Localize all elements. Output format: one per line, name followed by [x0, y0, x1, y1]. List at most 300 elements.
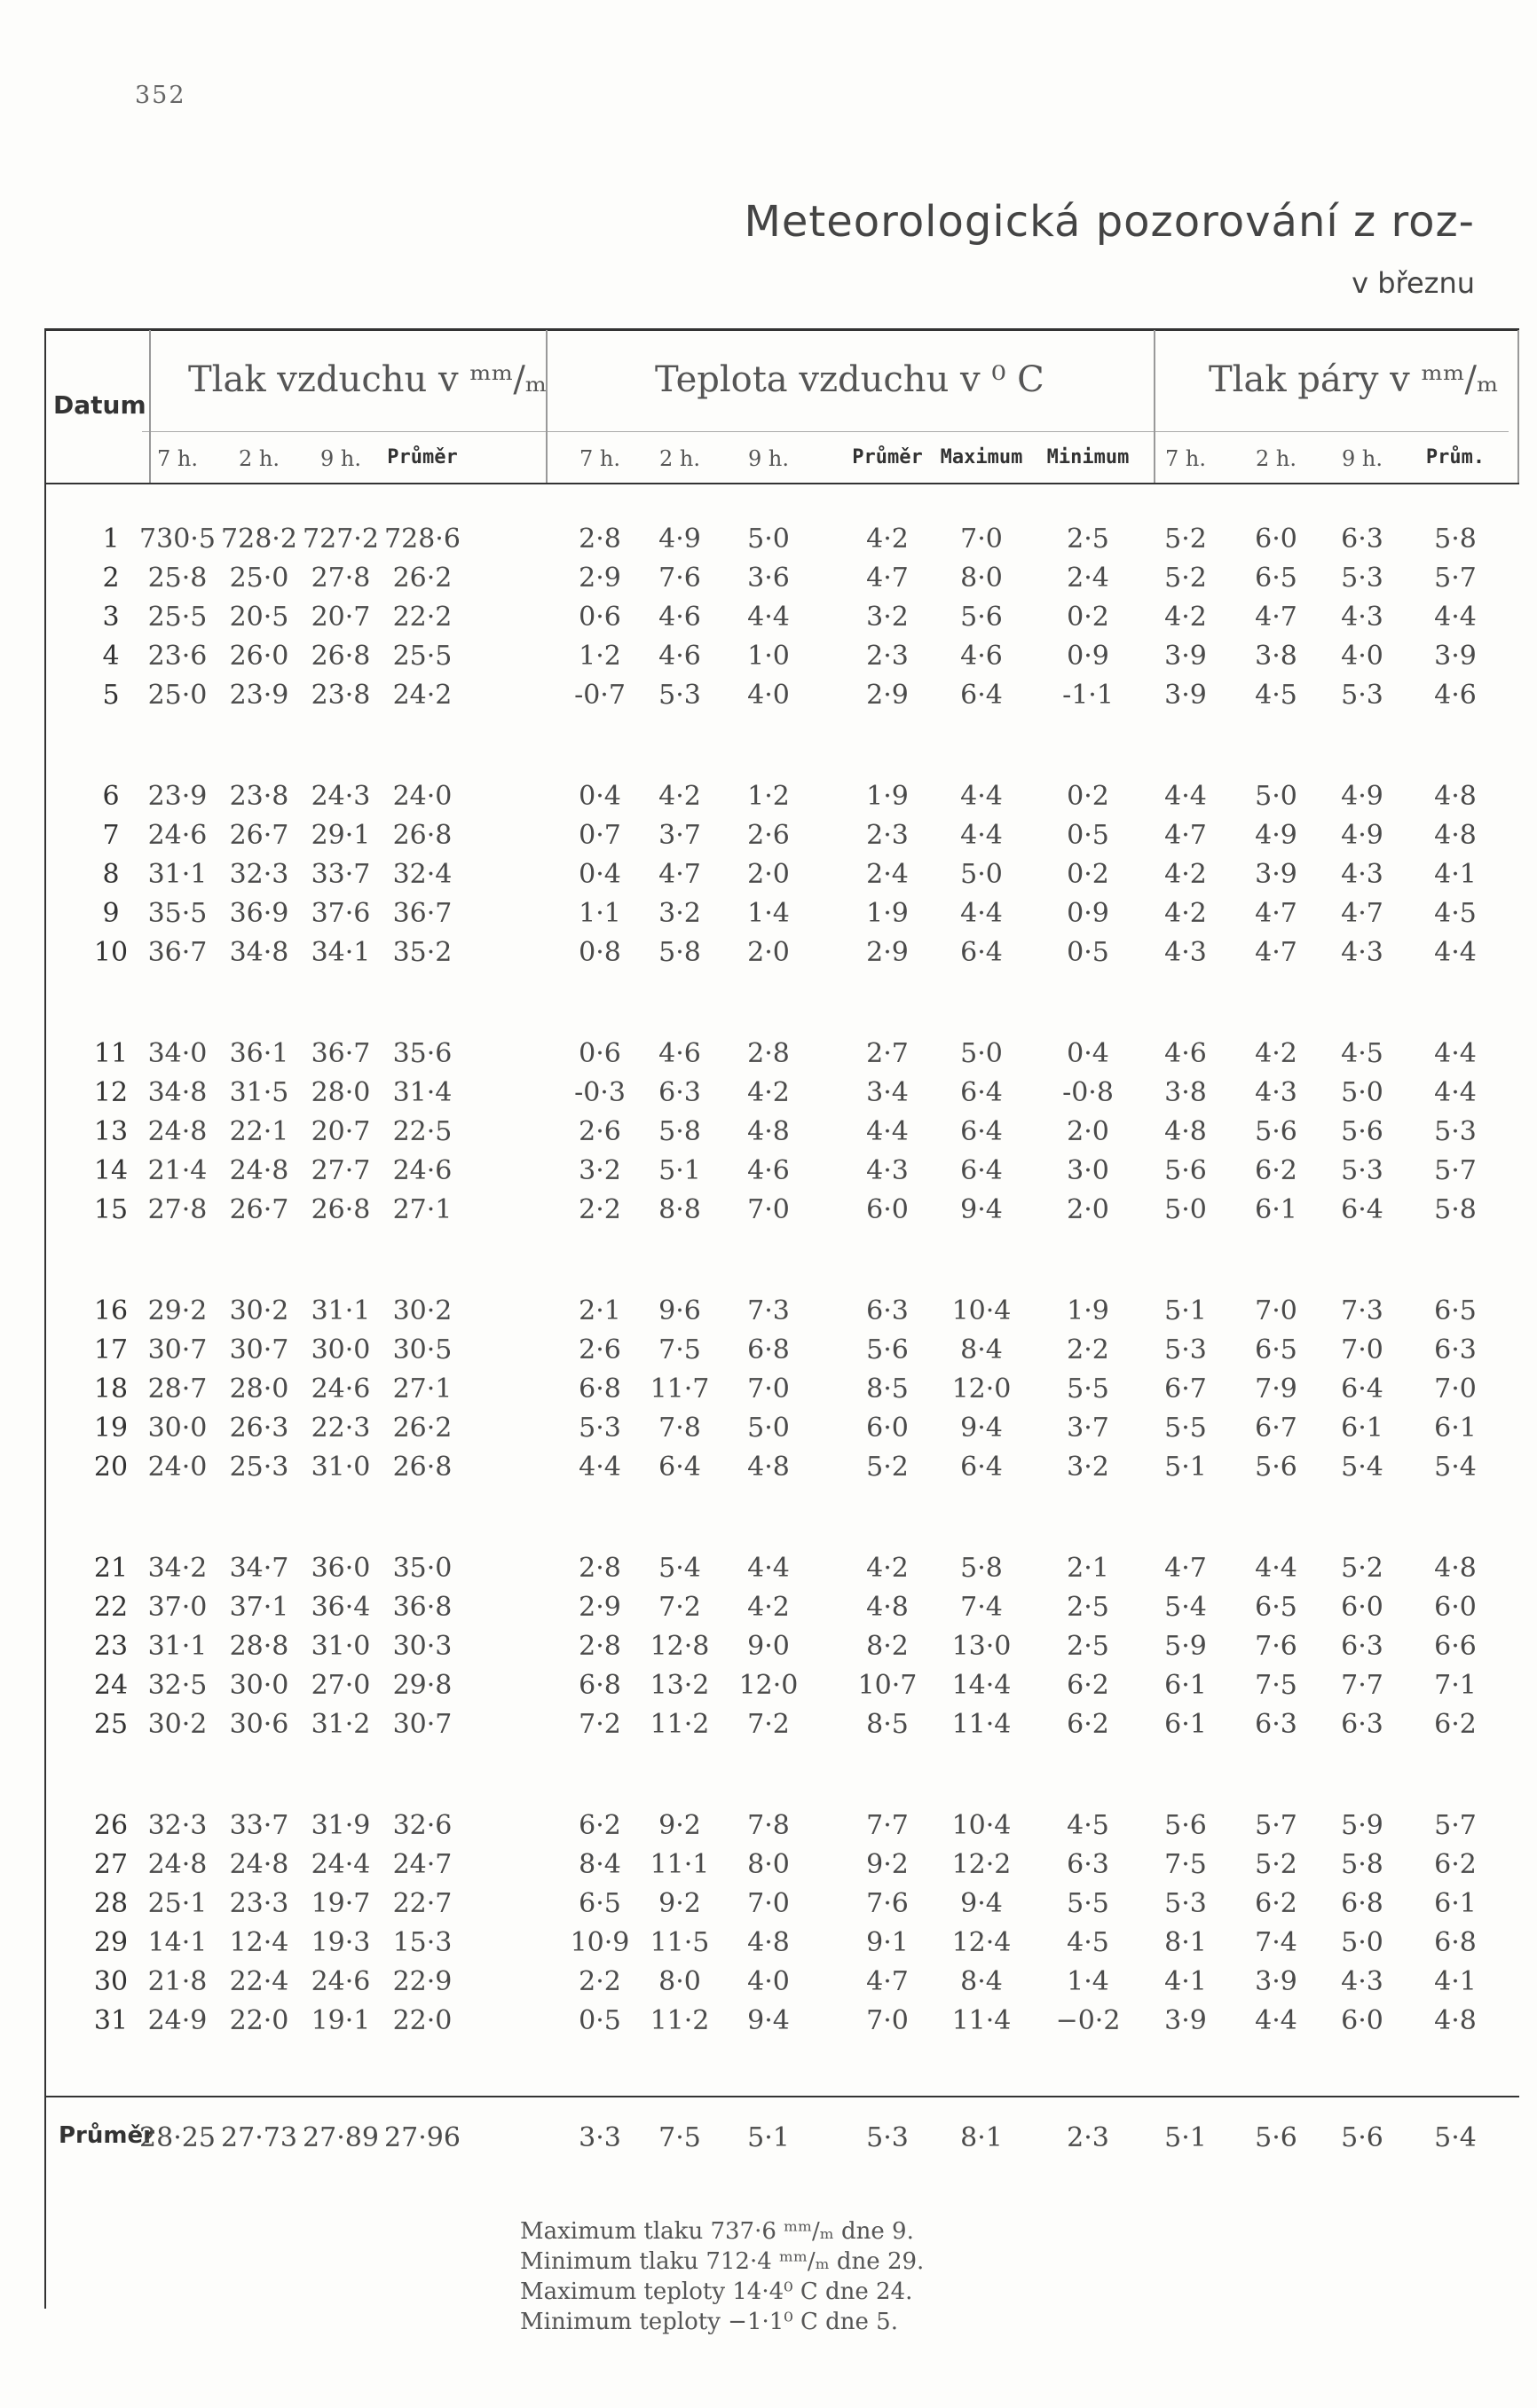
table-cell: 29·1: [311, 820, 371, 851]
table-cell: 30·5: [392, 1334, 453, 1365]
table-cell: 7·6: [658, 563, 701, 594]
table-left-rule: [44, 330, 46, 2309]
table-cell: 24·2: [392, 680, 453, 711]
table-cell: 2·4: [866, 859, 909, 890]
table-cell: 4·8: [866, 1592, 909, 1623]
table-row-day: 19: [93, 1413, 129, 1444]
table-cell: 2·9: [579, 563, 621, 594]
table-cell: 7·3: [1341, 1295, 1383, 1326]
table-cell: 35·6: [392, 1038, 453, 1069]
average-cell: 5·3: [866, 2122, 909, 2153]
table-cell: 6·2: [579, 1810, 621, 1841]
table-cell: 7·0: [866, 2005, 909, 2036]
table-cell: 22·5: [392, 1116, 453, 1147]
page-title: Meteorologická pozorování z roz-: [744, 197, 1475, 247]
table-cell: 4·0: [1341, 641, 1383, 672]
table-cell: 32·3: [147, 1810, 208, 1841]
table-cell: 4·2: [658, 781, 701, 812]
table-cell: 1·2: [747, 781, 790, 812]
table-cell: 36·7: [392, 898, 453, 929]
table-cell: 6·5: [1255, 563, 1297, 594]
table-cell: 30·0: [229, 1670, 289, 1701]
table-cell: 5·4: [1434, 1452, 1477, 1483]
table-cell: 1·0: [747, 641, 790, 672]
table-cell: 3·2: [866, 602, 909, 633]
table-cell: 2·8: [747, 1038, 790, 1069]
table-cell: 2·3: [866, 820, 909, 851]
table-cell: 22·0: [229, 2005, 289, 2036]
table-cell: 34·8: [229, 937, 289, 968]
table-cell: 4·1: [1164, 1966, 1207, 1997]
table-cell: 36·0: [311, 1553, 371, 1584]
table-cell: 12·4: [951, 1927, 1012, 1958]
table-cell: 25·3: [229, 1452, 289, 1483]
table-cell: 5·6: [1341, 1116, 1383, 1147]
table-cell: 9·4: [960, 1888, 1003, 1919]
table-cell: 0·9: [1067, 898, 1109, 929]
table-cell: 0·4: [579, 781, 621, 812]
table-cell: 2·3: [866, 641, 909, 672]
table-cell: 4·2: [1164, 602, 1207, 633]
average-cell: 2·3: [1067, 2122, 1109, 2153]
table-cell: 4·4: [1434, 1077, 1477, 1108]
table-cell: 5·7: [1434, 1810, 1477, 1841]
table-cell: 2·1: [579, 1295, 621, 1326]
table-row-day: 9: [102, 898, 120, 929]
table-cell: 4·3: [1341, 937, 1383, 968]
table-cell: 1·4: [1067, 1966, 1109, 1997]
subheader-vapour-0: 7 h.: [1165, 446, 1206, 471]
table-cell: 24·6: [147, 820, 208, 851]
table-cell: 34·8: [147, 1077, 208, 1108]
table-cell: 6·0: [1434, 1592, 1477, 1623]
table-cell: 4·7: [1255, 898, 1297, 929]
table-cell: 5·9: [1164, 1631, 1207, 1662]
table-cell: 4·3: [1341, 859, 1383, 890]
table-cell: 36·8: [392, 1592, 453, 1623]
table-cell: 4·2: [1164, 898, 1207, 929]
table-cell: 11·7: [650, 1373, 710, 1405]
table-cell: 9·4: [960, 1413, 1003, 1444]
table-cell: 20·5: [229, 602, 289, 633]
table-cell: 26·8: [392, 820, 453, 851]
table-cell: 6·3: [866, 1295, 909, 1326]
table-cell: 2·1: [1067, 1553, 1109, 1584]
table-cell: 4·8: [1434, 1553, 1477, 1584]
table-cell: 27·1: [392, 1373, 453, 1405]
table-cell: 24·7: [392, 1849, 453, 1880]
column-separator: [1517, 330, 1519, 483]
page-number: 352: [135, 82, 186, 109]
table-cell: 7·0: [1341, 1334, 1383, 1365]
table-cell: 5·6: [866, 1334, 909, 1365]
table-cell: 7·2: [579, 1709, 621, 1740]
subheader-rule: [142, 431, 1509, 432]
table-cell: 6·0: [1341, 2005, 1383, 2036]
table-cell: 2·0: [1067, 1116, 1109, 1147]
table-cell: 5·4: [658, 1553, 701, 1584]
table-cell: 4·4: [1255, 2005, 1297, 2036]
table-row-day: 30: [93, 1966, 129, 1997]
table-row-day: 7: [102, 820, 120, 851]
table-cell: 4·7: [1255, 937, 1297, 968]
table-top-rule: [44, 328, 1519, 331]
table-cell: 7·0: [747, 1888, 790, 1919]
table-cell: 25·5: [147, 602, 208, 633]
column-separator: [546, 330, 548, 483]
table-cell: 24·6: [392, 1155, 453, 1186]
table-cell: 2·6: [579, 1116, 621, 1147]
table-cell: 4·6: [960, 641, 1003, 672]
table-cell: 5·6: [1255, 1452, 1297, 1483]
table-cell: −0·2: [1055, 2005, 1121, 2036]
table-cell: 31·2: [311, 1709, 371, 1740]
table-cell: 12·8: [650, 1631, 710, 1662]
table-cell: 23·9: [229, 680, 289, 711]
table-cell: 9·0: [747, 1631, 790, 1662]
table-cell: 4·7: [1164, 820, 1207, 851]
subheader-temperature-5: Minimum: [1046, 446, 1130, 468]
table-cell: 4·3: [1164, 937, 1207, 968]
table-cell: 5·8: [658, 937, 701, 968]
table-cell: 24·4: [311, 1849, 371, 1880]
table-cell: -1·1: [1062, 680, 1114, 711]
table-cell: 19·3: [311, 1927, 371, 1958]
average-label: Průměr: [59, 2122, 154, 2149]
table-cell: 34·1: [311, 937, 371, 968]
table-cell: 32·6: [392, 1810, 453, 1841]
table-cell: 25·8: [147, 563, 208, 594]
table-cell: 7·8: [747, 1810, 790, 1841]
table-cell: 6·4: [960, 937, 1003, 968]
average-cell: 5·6: [1341, 2122, 1383, 2153]
table-cell: 6·4: [960, 680, 1003, 711]
table-cell: 9·4: [747, 2005, 790, 2036]
table-cell: 26·7: [229, 820, 289, 851]
table-cell: 5·8: [1434, 523, 1477, 555]
table-cell: 1·4: [747, 898, 790, 929]
table-row-day: 25: [93, 1709, 129, 1740]
table-cell: 5·1: [1164, 1295, 1207, 1326]
table-cell: 8·4: [579, 1849, 621, 1880]
table-cell: 30·2: [392, 1295, 453, 1326]
table-cell: 4·7: [1341, 898, 1383, 929]
table-cell: 2·9: [866, 680, 909, 711]
table-cell: 5·0: [960, 1038, 1003, 1069]
table-cell: 6·0: [866, 1194, 909, 1225]
table-cell: 0·5: [579, 2005, 621, 2036]
table-cell: 6·8: [579, 1670, 621, 1701]
table-cell: 4·4: [866, 1116, 909, 1147]
table-cell: 6·0: [1255, 523, 1297, 555]
table-cell: 24·0: [392, 781, 453, 812]
table-cell: 31·0: [311, 1452, 371, 1483]
table-cell: 30·3: [392, 1631, 453, 1662]
table-cell: 10·4: [951, 1295, 1012, 1326]
table-cell: 4·6: [658, 641, 701, 672]
table-cell: 35·0: [392, 1553, 453, 1584]
table-cell: 7·6: [866, 1888, 909, 1919]
table-cell: 3·9: [1164, 641, 1207, 672]
table-cell: 5·2: [866, 1452, 909, 1483]
table-cell: 5·0: [960, 859, 1003, 890]
table-cell: 4·9: [1341, 820, 1383, 851]
table-cell: 5·0: [1255, 781, 1297, 812]
table-cell: 21·8: [147, 1966, 208, 1997]
table-cell: 21·4: [147, 1155, 208, 1186]
table-cell: 26·2: [392, 1413, 453, 1444]
average-cell: 27·96: [384, 2122, 461, 2153]
table-cell: 7·2: [658, 1592, 701, 1623]
table-cell: 5·3: [579, 1413, 621, 1444]
table-cell: 6·4: [658, 1452, 701, 1483]
subheader-temperature-4: Maximum: [940, 446, 1023, 468]
table-cell: 6·6: [1434, 1631, 1477, 1662]
table-row-day: 3: [102, 602, 120, 633]
table-cell: 7·0: [747, 1194, 790, 1225]
table-cell: 2·8: [579, 523, 621, 555]
table-cell: 25·5: [392, 641, 453, 672]
table-cell: 5·6: [1255, 1116, 1297, 1147]
table-row-day: 14: [93, 1155, 129, 1186]
subheader-temperature-1: 2 h.: [659, 446, 700, 471]
table-cell: 33·7: [229, 1810, 289, 1841]
table-cell: 12·4: [229, 1927, 289, 1958]
table-cell: 4·3: [866, 1155, 909, 1186]
table-cell: 5·8: [960, 1553, 1003, 1584]
table-cell: 26·7: [229, 1194, 289, 1225]
average-cell: 28·25: [139, 2122, 216, 2153]
table-cell: 0·6: [579, 602, 621, 633]
table-cell: 1·2: [579, 641, 621, 672]
table-cell: 6·8: [1341, 1888, 1383, 1919]
table-cell: 4·9: [1341, 781, 1383, 812]
table-row-day: 5: [102, 680, 120, 711]
table-cell: 5·1: [1164, 1452, 1207, 1483]
table-cell: 7·1: [1434, 1670, 1477, 1701]
table-cell: 3·7: [658, 820, 701, 851]
table-cell: 6·8: [579, 1373, 621, 1405]
table-cell: 2·6: [747, 820, 790, 851]
table-cell: 4·8: [747, 1116, 790, 1147]
table-cell: 9·6: [658, 1295, 701, 1326]
subheader-pressure-3: Průměr: [387, 446, 458, 468]
table-cell: 7·6: [1255, 1631, 1297, 1662]
table-cell: 3·6: [747, 563, 790, 594]
table-cell: 6·0: [1341, 1592, 1383, 1623]
table-cell: 5·5: [1164, 1413, 1207, 1444]
table-cell: 24·6: [311, 1966, 371, 1997]
table-cell: 2·2: [1067, 1334, 1109, 1365]
table-cell: 30·0: [147, 1413, 208, 1444]
table-cell: 1·9: [866, 781, 909, 812]
table-cell: 0·7: [579, 820, 621, 851]
table-cell: 5·3: [1164, 1888, 1207, 1919]
table-cell: 6·3: [1341, 1709, 1383, 1740]
average-cell: 5·1: [747, 2122, 790, 2153]
table-cell: 0·5: [1067, 820, 1109, 851]
table-cell: 23·6: [147, 641, 208, 672]
table-cell: 20·7: [311, 602, 371, 633]
table-cell: -0·8: [1062, 1077, 1114, 1108]
table-cell: 4·4: [1434, 602, 1477, 633]
table-cell: 23·8: [311, 680, 371, 711]
table-cell: 22·4: [229, 1966, 289, 1997]
average-cell: 5·4: [1434, 2122, 1477, 2153]
table-cell: 1·9: [866, 898, 909, 929]
table-cell: 4·9: [1255, 820, 1297, 851]
table-cell: 9·2: [866, 1849, 909, 1880]
table-cell: 4·9: [658, 523, 701, 555]
table-cell: 26·3: [229, 1413, 289, 1444]
note-line: Maximum teploty 14·4⁰ C dne 24.: [520, 2278, 913, 2305]
table-cell: 7·0: [960, 523, 1003, 555]
table-cell: 35·5: [147, 898, 208, 929]
table-cell: 4·6: [658, 1038, 701, 1069]
table-cell: 32·3: [229, 859, 289, 890]
table-cell: 6·3: [1067, 1849, 1109, 1880]
table-cell: 10·7: [857, 1670, 918, 1701]
table-cell: 0·8: [579, 937, 621, 968]
table-cell: 6·5: [1255, 1334, 1297, 1365]
table-cell: 2·2: [579, 1194, 621, 1225]
table-cell: 4·4: [1434, 937, 1477, 968]
table-cell: 31·5: [229, 1077, 289, 1108]
table-cell: 8·8: [658, 1194, 701, 1225]
table-cell: 8·5: [866, 1709, 909, 1740]
table-cell: 11·1: [650, 1849, 710, 1880]
table-cell: 4·4: [579, 1452, 621, 1483]
table-cell: 5·0: [1341, 1927, 1383, 1958]
table-cell: 30·2: [147, 1709, 208, 1740]
table-cell: 4·1: [1434, 1966, 1477, 1997]
table-cell: 27·8: [311, 563, 371, 594]
table-cell: 14·1: [147, 1927, 208, 1958]
table-cell: 25·0: [147, 680, 208, 711]
table-cell: 3·2: [579, 1155, 621, 1186]
table-cell: 9·2: [658, 1888, 701, 1919]
table-cell: 3·9: [1164, 680, 1207, 711]
table-cell: -0·7: [574, 680, 626, 711]
table-cell: 25·1: [147, 1888, 208, 1919]
table-cell: 24·8: [229, 1849, 289, 1880]
table-cell: 13·2: [650, 1670, 710, 1701]
table-cell: 7·2: [747, 1709, 790, 1740]
table-cell: 7·7: [866, 1810, 909, 1841]
table-cell: 4·5: [1341, 1038, 1383, 1069]
table-cell: 7·8: [658, 1413, 701, 1444]
table-cell: 6·3: [658, 1077, 701, 1108]
table-cell: 31·4: [392, 1077, 453, 1108]
table-cell: 27·0: [311, 1670, 371, 1701]
table-cell: 4·2: [1164, 859, 1207, 890]
table-cell: 4·3: [1341, 602, 1383, 633]
table-cell: 6·1: [1341, 1413, 1383, 1444]
table-cell: 5·2: [1164, 563, 1207, 594]
table-cell: 27·1: [392, 1194, 453, 1225]
table-cell: 8·0: [747, 1849, 790, 1880]
table-cell: 29·2: [147, 1295, 208, 1326]
table-cell: 3·9: [1255, 1966, 1297, 1997]
table-cell: 10·9: [570, 1927, 630, 1958]
table-cell: 5·8: [1341, 1849, 1383, 1880]
table-cell: 4·4: [747, 1553, 790, 1584]
table-cell: 5·5: [1067, 1888, 1109, 1919]
table-cell: 36·4: [311, 1592, 371, 1623]
table-cell: 4·0: [747, 1966, 790, 1997]
table-cell: 0·2: [1067, 781, 1109, 812]
table-cell: 19·1: [311, 2005, 371, 2036]
subheader-temperature-0: 7 h.: [579, 446, 620, 471]
table-row-day: 29: [93, 1927, 129, 1958]
table-cell: 35·2: [392, 937, 453, 968]
table-cell: 30·6: [229, 1709, 289, 1740]
datum-header: Datum: [53, 390, 146, 420]
table-cell: 22·2: [392, 602, 453, 633]
table-cell: 30·0: [311, 1334, 371, 1365]
table-cell: 36·9: [229, 898, 289, 929]
table-cell: 34·0: [147, 1038, 208, 1069]
table-cell: 26·8: [392, 1452, 453, 1483]
table-cell: 0·9: [1067, 641, 1109, 672]
table-cell: 5·0: [747, 1413, 790, 1444]
table-cell: 31·0: [311, 1631, 371, 1662]
table-cell: 24·9: [147, 2005, 208, 2036]
table-cell: 4·4: [960, 898, 1003, 929]
subheader-temperature-2: 9 h.: [748, 446, 789, 471]
table-cell: 6·2: [1255, 1888, 1297, 1919]
table-cell: 15·3: [392, 1927, 453, 1958]
table-cell: 6·1: [1164, 1670, 1207, 1701]
table-cell: 6·2: [1067, 1709, 1109, 1740]
table-cell: 4·7: [658, 859, 701, 890]
table-row-day: 26: [93, 1810, 129, 1841]
table-cell: 36·7: [311, 1038, 371, 1069]
table-cell: 6·4: [960, 1116, 1003, 1147]
table-cell: 23·3: [229, 1888, 289, 1919]
table-row-day: 18: [93, 1373, 129, 1405]
table-cell: 5·6: [960, 602, 1003, 633]
table-cell: 4·4: [747, 602, 790, 633]
table-cell: 7·4: [1255, 1927, 1297, 1958]
average-top-rule: [44, 2096, 1519, 2097]
average-cell: 5·1: [1164, 2122, 1207, 2153]
table-cell: 3·9: [1164, 2005, 1207, 2036]
table-cell: 28·7: [147, 1373, 208, 1405]
table-cell: 7·0: [747, 1373, 790, 1405]
table-cell: 4·3: [1341, 1966, 1383, 1997]
table-cell: 6·5: [579, 1888, 621, 1919]
table-cell: 3·2: [658, 898, 701, 929]
table-cell: 6·7: [1255, 1413, 1297, 1444]
table-cell: 5·8: [1434, 1194, 1477, 1225]
table-cell: 4·2: [747, 1592, 790, 1623]
header-bottom-rule: [44, 483, 1519, 484]
table-cell: 6·4: [960, 1452, 1003, 1483]
table-cell: 6·3: [1341, 1631, 1383, 1662]
average-cell: 3·3: [579, 2122, 621, 2153]
table-cell: 12·0: [951, 1373, 1012, 1405]
table-cell: 5·3: [1341, 680, 1383, 711]
average-cell: 27·73: [221, 2122, 297, 2153]
subheader-vapour-3: Prům.: [1425, 446, 1486, 468]
subheader-pressure-1: 2 h.: [239, 446, 280, 471]
table-cell: 3·4: [866, 1077, 909, 1108]
table-cell: 6·4: [1341, 1194, 1383, 1225]
table-cell: 34·7: [229, 1553, 289, 1584]
table-cell: 30·2: [229, 1295, 289, 1326]
table-cell: 5·8: [658, 1116, 701, 1147]
